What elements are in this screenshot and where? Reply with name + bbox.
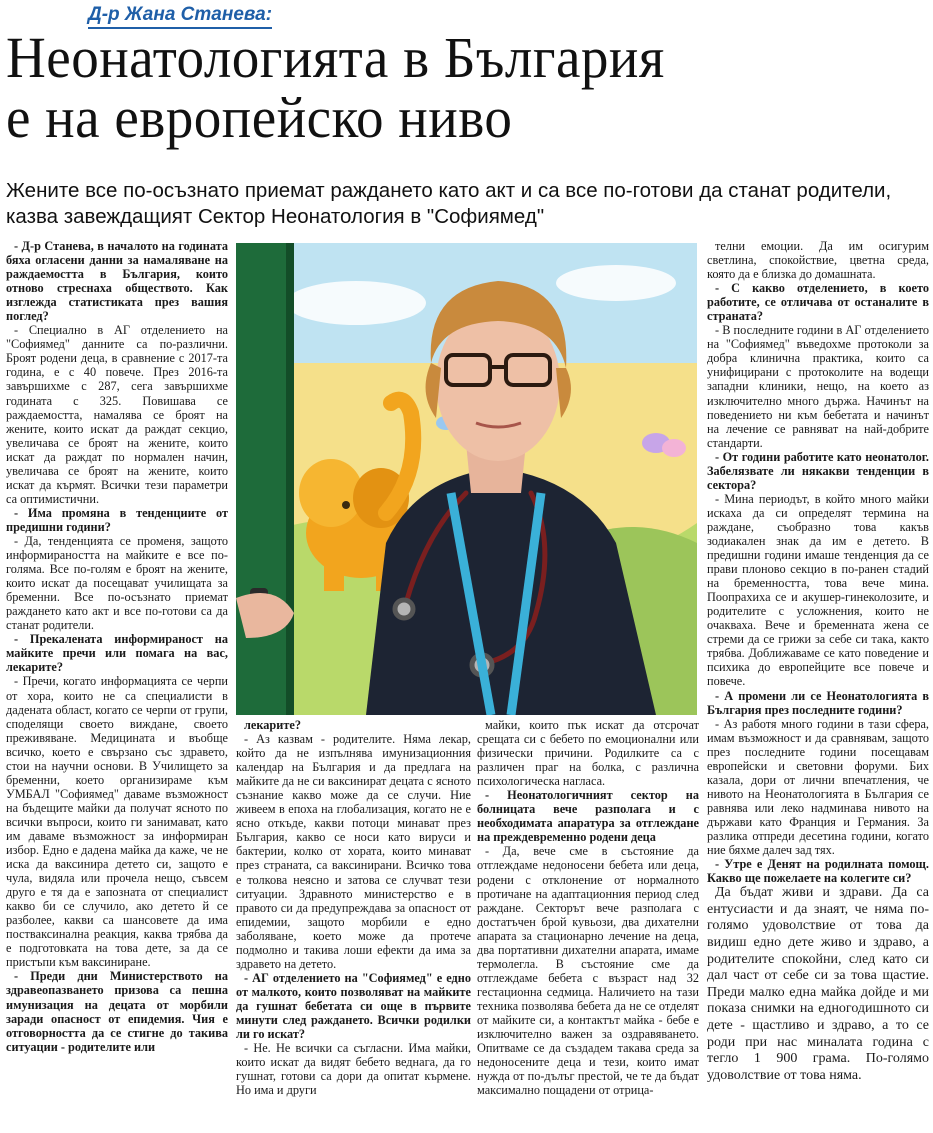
interview-answer: майки, които пък искат да отсрочат срещата си с бебето по емоционални или физически причини. Родилките са с различен праг на болка, с различна психологическа нагласа.	[477, 718, 699, 789]
text-column-4	[707, 239, 929, 1131]
interview-answer: Да бъдат живи и здрави. Да са ентусиасти и да знаят, че няма по-голямо удоволствие от това да видиш едно дете живо и здраво, а родителите спокойни, след като си дал част от себе си за това щастие. Преди малко една майка дойде и ми показа снимки на едногодишното си дете - щастливо и здраво, а то се роди при нас миналата година с тегло 1 900 грама. По-голямо удоволствие от това няма.	[707, 885, 929, 1083]
interview-answer: - Аз работя много години в тази сфера, имам възможност и да сравнявам, защото през последните години посещавам европейски и световни форуми. Бих казала, дори от лични впечатления, че нивото на Неонатологията в България се равнява или леко надминава нивото на държави като Франция и Германия. За разлика отпреди десетина години, когато ние бяхме далеч зад тях.	[707, 716, 929, 858]
interview-question: - Неонатологичният сектор на болницата вече разполага и с необходимата апаратура за отглеждане на преждевременно родени деца	[477, 788, 699, 845]
interview-answer: телни емоции. Да им осигурим светлина, спокойствие, цветна среда, която да е близка до домашната.	[707, 239, 929, 282]
headline-line-2: е на европейско ниво	[6, 85, 513, 150]
interview-question: - А промени ли се Неонатологията в България през последните години?	[707, 688, 929, 717]
text-column-1	[6, 239, 228, 1131]
interview-question: - Утре е Денят на родилната помощ. Какво ще пожелаете на колегите си?	[707, 857, 929, 886]
portrait-illustration	[236, 243, 697, 715]
interview-answer: - В последните години в АГ отделението на "Софиямед" въведохме протоколи за добра клинична практика, които са унифицирани с протоколите на водещи западни клиники, нещо, на което аз изключително много държа. Начинът на поведението ни към бебетата и начинът на лечение се равняват на най-добрите стандарти.	[707, 323, 929, 450]
interview-question: - Прекалената информираност на майките пречи или помага на вас, лекарите?	[6, 632, 228, 675]
interview-question: - Д-р Станева, в началото на годината бяха огласени данни за намаляване на раждаемостта в България, които отново стреснаха обществото. Как изглежда статистиката през вашия поглед?	[6, 239, 228, 324]
interview-answer: - Да, вече сме в състояние да отглеждаме недоносени бебета или деца, родени с отклонение от нормалното протичане на адаптационния период след раждане. Секторът вече разполага с достатъчен брой кувьози, два дихателни апарата за стационарно лечение на деца, два портативни дихателни апарата, имаме термолегла. В състояние сме да отглеждаме бебета с възраст над 32 гестационна седмица. Наличието на тази техника позволява бебета да не се отделят от майките си, а контактът майка - бебе е изключително важен за оздравяването. Опитваме се да създадем такава среда за недоносените деца и тези, които имат нужда от по-дълъг престой, че те да бъдат максимално пощадени от отрица-	[477, 844, 699, 1098]
article-subheadline: Жените все по-осъзнато приемат раждането като акт и са все по-готови да станат родители, казва завеждащият Сектор Неонатология в "Софиямед"	[6, 179, 892, 228]
interview-answer: - Не. Не всички са съгласни. Има майки, които искат да видят бебето веднага, да го гушнат, готови са дори да опитат кърмене. Но има и други	[236, 1041, 471, 1098]
article-headline	[6, 25, 882, 150]
article-kicker: Д-р Жана Станева:	[88, 4, 272, 29]
interview-answer: - Пречи, когато информацията се черпи от хора, които не са специалисти в дадената област, когато се черпи от групи, споделящи своето виждане, своето преживяване. Медицината и въобще всичко, което е свързано със здравето, стои на научни основи. В Училището за бременни, което организираме към УМБАЛ "Софиямед" даваме възможност на бъдещите майки да получат ясното по всички въпроси, които ги занимават, като им даваме възможност за информиран избор. Едно е дадена майка да каже, че не иска да ваксинира детето си, защото е чула, видяла или прочела нещо, съвсем друго е тя да е запозната от специалист какво би се случило, ако детето й се разболее, какви са шансовете да има поствaксинална реакция, каква трябва да е подготовката на това дете, за да се пристъпи към ваксиниране.	[6, 674, 228, 970]
interview-question: - С какво отделението, в което работите, се отличава от останалите в страната?	[707, 281, 929, 324]
interview-question: - АГ отделението на "Софиямед" е едно от малкото, които позволяват на майките да гушнат бебетата си още в първите минути след раждането. Всички родилки ли го искат?	[236, 970, 471, 1042]
interview-question: лекарите?	[244, 718, 301, 732]
interview-question: - Преди дни Министерството на здравеопазването призова са пешна имунизация на децата от морбили заради опасност от епидемия. Чия е отговорността да се стигне до такива ситуации - родителите или	[6, 969, 228, 1054]
interview-question: - Има промяна в тенденциите от предишни години?	[6, 505, 228, 534]
interview-answer: - Мина периодът, в който много майки искаха да си определят термина на раждане, съобразно това какъв зодиакален знак да им е детето. В предишни години имаше тенденция да се прави плоново секцио в по-ранен стадий на бременността, това вече мина. Поопрахиха се и акушер-гинеколозите, и родителите с усложнения, които не очакваха. Вече и бременната жена се стреми да се грижи за себе си така, както трябва. Доближаваме се като поведение и психика до европейците все повече и повече.	[707, 491, 929, 689]
interview-answer: - Да, тенденцията се променя, защото информираността на майките е все по-голяма. Все по-голям е броят на жените, които искат да посещават училищата за бременни. Все по-осъзнато приемат раждането като акт и все по-готови са да станат родители.	[6, 533, 228, 633]
text-column-3	[477, 718, 699, 1131]
interview-question: - От години работите като неонатолог. Забелязвате ли някакви тенденции в сектора?	[707, 449, 929, 492]
headline-line-1: Неонатологията в България	[6, 25, 665, 90]
doctor-portrait-photo	[236, 243, 697, 715]
interview-answer: - Аз казвам - родителите. Няма лекар, който да не изпълнява имунизационния календар на България и да предлага на майките да не си ваксинират децата с ясното съзнание какво може да се случи. Ние живеем в епоха на глобализация, когато не е ясно откъде, какви потоци минават през България, какво се носи като вируси и бактерии, колко от хората, които минават през страната, са ваксинирани. Всичко това е толкова неясно и затова се случват тези ситуации. Здравното министерство е в правото си да предупреждава за опасност от епидемии, защото морбили е едно заболяване, което може да протече подмолно и такива лоши ефекти да има за здравето на детето.	[236, 732, 471, 971]
text-column-2	[236, 718, 471, 1131]
interview-answer: - Специално в АГ отделението на "Софиямед" данните са по-различни. Броят родени деца, в сравнение с 2017-та година, е с 40 повече. През 2016-та завършихме с 287, сега завършихме годината с 325. Повишава се раждаемостта, намалява се броят на жените, които искат да раждат секцио, увеличава се броят на жените, които искат да раждат по нормален начин, увеличава се броят на жените, които искат да кърмят. Всички тези параметри са оптимистични.	[6, 323, 228, 506]
